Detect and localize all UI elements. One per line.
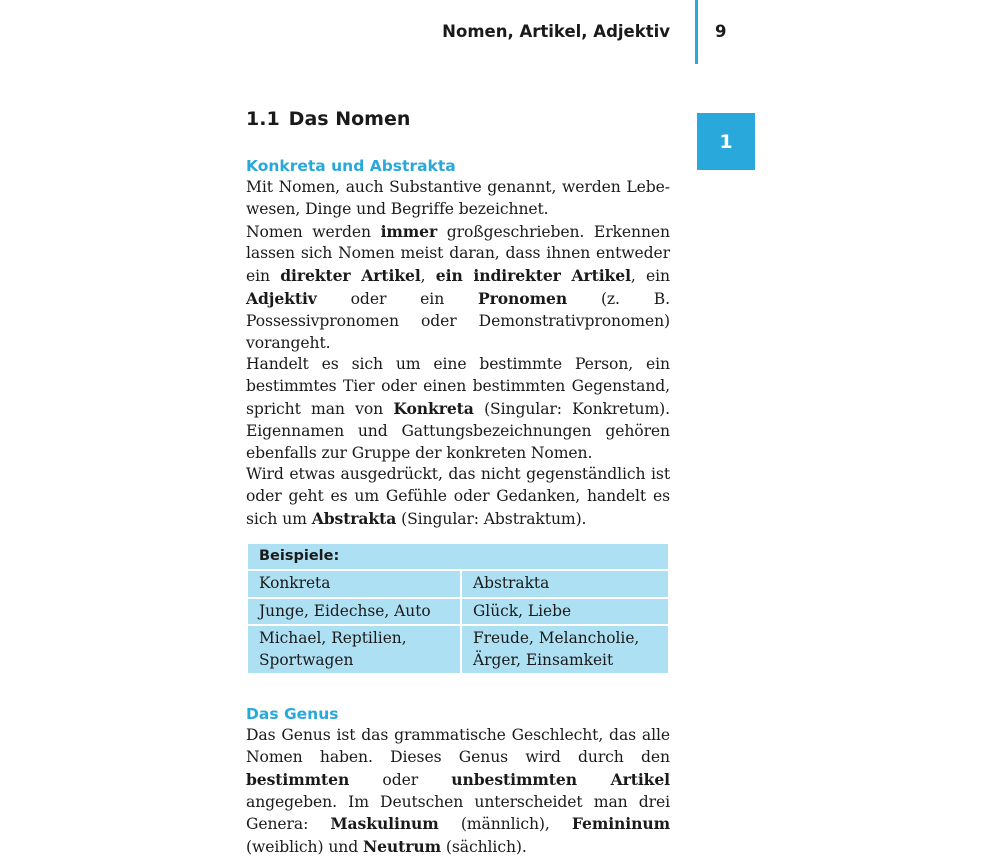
text-run: Nomen werden: [246, 222, 381, 241]
text-run: (weiblich) und: [246, 838, 363, 857]
bold-term: ein indirekter Artikel: [435, 266, 631, 286]
table-title: Beispiele:: [247, 543, 669, 571]
genus-block: [246, 703, 670, 859]
bold-term: bestimmten: [246, 769, 350, 789]
examples-table: [246, 542, 670, 676]
bold-term: unbestimmten Artikel: [451, 769, 670, 789]
text-run: Wird etwas ausgedrückt, das nicht gegenständlich ist oder geht es um Gefühle oder Gedanken, handelt es sich um: [246, 465, 670, 528]
text-run: angegeben. Im Deutschen unterscheidet man drei Genera:: [246, 792, 670, 834]
text-run: (z. B. Possessivpronomen oder Demonstrativpronomen) vorangeht.: [246, 289, 670, 352]
page-number: 9: [715, 22, 727, 41]
table-row: [247, 598, 669, 626]
chapter-tab-number: 1: [719, 130, 733, 153]
table-row: [247, 625, 669, 674]
bold-term: Adjektiv: [246, 288, 317, 308]
column-header-konkreta: Konkreta: [247, 570, 461, 598]
paragraph-nomen-capitalization: [246, 221, 670, 355]
table-cell: Freude, Melancholie, Ärger, Einsamkeit: [461, 625, 669, 674]
paragraph-genus: [246, 725, 670, 859]
text-run: (Singular: Abstraktum).: [396, 509, 587, 528]
text-run: (männlich),: [438, 815, 572, 834]
text-run: Das Genus ist das grammatische Geschlecht, das alle Nomen haben. Dieses Genus wird durch den: [246, 726, 670, 767]
paragraph-nomen-intro: Mit Nomen, auch Substantive genannt, werden Lebewesen, Dinge und Begriffe bezeichnet.: [246, 178, 670, 218]
bold-term: immer: [380, 221, 438, 241]
table-header-row: [247, 570, 669, 598]
text-run: ,: [420, 267, 436, 286]
bold-term: Abstrakta: [311, 508, 397, 528]
header-divider: [695, 0, 698, 64]
subheading-konkreta-abstrakta: Konkreta und Abstrakta: [246, 157, 456, 175]
running-header-title: Nomen, Artikel, Adjektiv: [442, 22, 670, 41]
bold-term: Neutrum: [362, 837, 442, 857]
text-run: oder: [349, 770, 452, 789]
text-run: (sächlich).: [441, 838, 527, 857]
table-cell: Glück, Liebe: [461, 598, 669, 626]
text-run: , ein: [630, 267, 670, 286]
bold-term: Femininum: [571, 814, 670, 834]
section-heading: [246, 105, 670, 133]
table-cell: Junge, Eidechse, Auto: [247, 598, 461, 626]
text-run: (Singular: Konkretum). Eigennamen und Gattungsbezeichnungen gehören ebenfalls zur Gruppe der konkreten Nomen.: [246, 399, 671, 462]
section-title: Das Nomen: [288, 108, 411, 130]
text-run: oder ein: [316, 289, 479, 308]
section-number: 1.1: [246, 108, 280, 130]
chapter-tab: [697, 113, 755, 170]
paragraph-konkreta: [246, 354, 670, 464]
subheading-genus: Das Genus: [246, 705, 339, 724]
bold-term: Konkreta: [393, 398, 474, 418]
bold-term: direkter Artikel: [280, 266, 421, 286]
column-header-abstrakta: Abstrakta: [461, 570, 669, 598]
table-cell: Michael, Reptilien, Sportwagen: [247, 625, 461, 674]
bold-term: Maskulinum: [330, 814, 439, 834]
paragraph-abstrakta: [246, 464, 670, 530]
text-run: großgeschrieben. Erkennen lassen sich Nomen meist daran, dass ihnen entweder ein: [246, 222, 670, 286]
table-title-row: [247, 543, 669, 571]
main-column: [246, 105, 670, 859]
bold-term: Pronomen: [478, 288, 568, 308]
text-run: Handelt es sich um eine bestimmte Person, ein bestimmtes Tier oder einen bestimmten Gegenstand, spricht man von: [246, 355, 670, 418]
